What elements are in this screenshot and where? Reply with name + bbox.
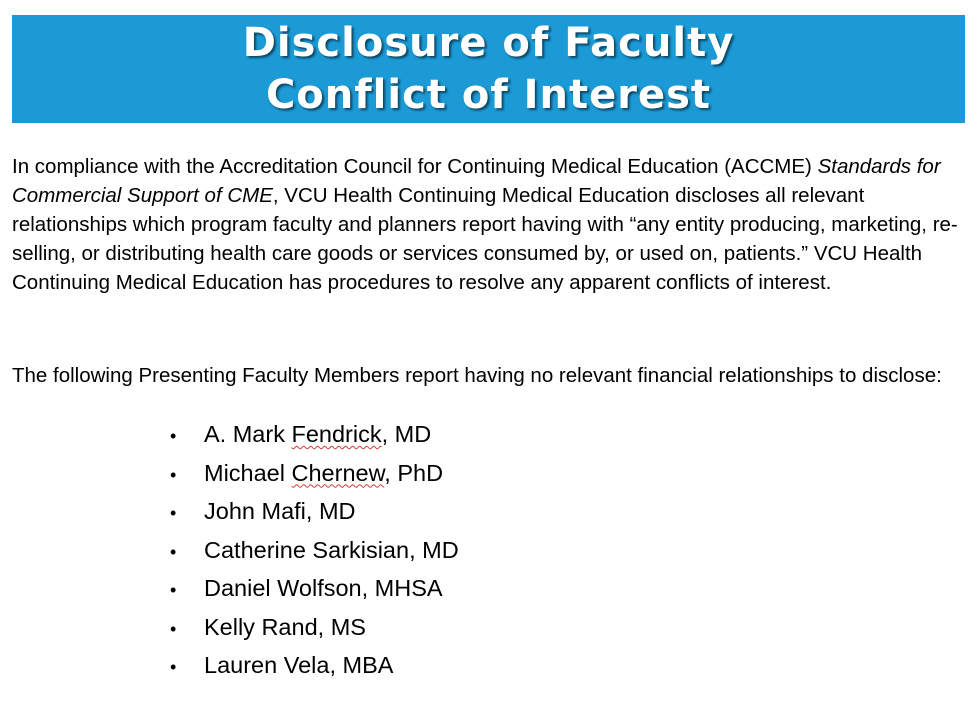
bullet-icon: • (170, 618, 177, 639)
title-banner (12, 15, 965, 123)
faculty-first-name: Lauren Vela (204, 652, 330, 678)
faculty-last-name: Chernew (291, 459, 385, 486)
faculty-list (170, 421, 459, 691)
faculty-name (204, 614, 366, 641)
faculty-last-name: Fendrick (291, 421, 382, 447)
faculty-credential: , PhD (384, 459, 444, 486)
slide-title-line-1: Disclosure of Faculty (242, 20, 735, 66)
bullet-icon: • (170, 503, 177, 523)
slide-title-line-2: Conflict of Interest (265, 72, 712, 118)
faculty-name (204, 652, 393, 679)
faculty-credential: , MHSA (361, 575, 443, 601)
faculty-name (204, 575, 443, 602)
intro-italic-title: Standards for Commercial Support of CME (12, 155, 941, 207)
faculty-name (204, 460, 443, 487)
faculty-credential: , MD (305, 498, 356, 524)
faculty-first-name: Catherine Sarkisian (204, 536, 410, 563)
faculty-list-item (170, 421, 459, 460)
faculty-first-name: Kelly Rand (204, 613, 318, 640)
bullet-icon: • (170, 464, 177, 485)
faculty-name (204, 421, 431, 448)
faculty-name (204, 537, 459, 564)
faculty-list-item (170, 537, 459, 576)
faculty-list-item (170, 614, 459, 653)
intro-paragraph (12, 152, 967, 297)
faculty-first-name: Daniel Wolfson (204, 575, 362, 601)
faculty-lead-text: The following Presenting Faculty Members report having no relevant financial relationships to disclose: (12, 364, 942, 387)
faculty-credential: , MS (317, 613, 366, 640)
bullet-icon: • (170, 541, 177, 562)
faculty-first-name: John Mafi (204, 498, 306, 524)
intro-text-part-2: , VCU Health Continuing Medical Education discloses all relevant relationships which program faculty and planners report having with “any entity producing, marketing, re-selling, or distributing health care goods or services consumed by, or used on, patients.” VCU Health Continuing Medical Education has procedures to resolve any apparent conflicts of interest. (12, 184, 958, 294)
faculty-list-item (170, 460, 459, 499)
faculty-list-item (170, 575, 459, 614)
faculty-list-item (170, 498, 459, 537)
faculty-first-name: A. Mark (204, 421, 292, 447)
faculty-credential: , MD (381, 421, 432, 447)
intro-text-part-1: In compliance with the Accreditation Council for Continuing Medical Education (ACCME) (12, 155, 818, 178)
faculty-credential: , MD (409, 536, 459, 563)
faculty-name (204, 498, 356, 525)
bullet-icon: • (170, 580, 177, 600)
faculty-first-name: Michael (204, 459, 292, 486)
bullet-icon: • (170, 657, 177, 677)
faculty-list-item (170, 652, 459, 691)
faculty-credential: , MBA (329, 652, 394, 678)
bullet-icon: • (170, 426, 177, 446)
